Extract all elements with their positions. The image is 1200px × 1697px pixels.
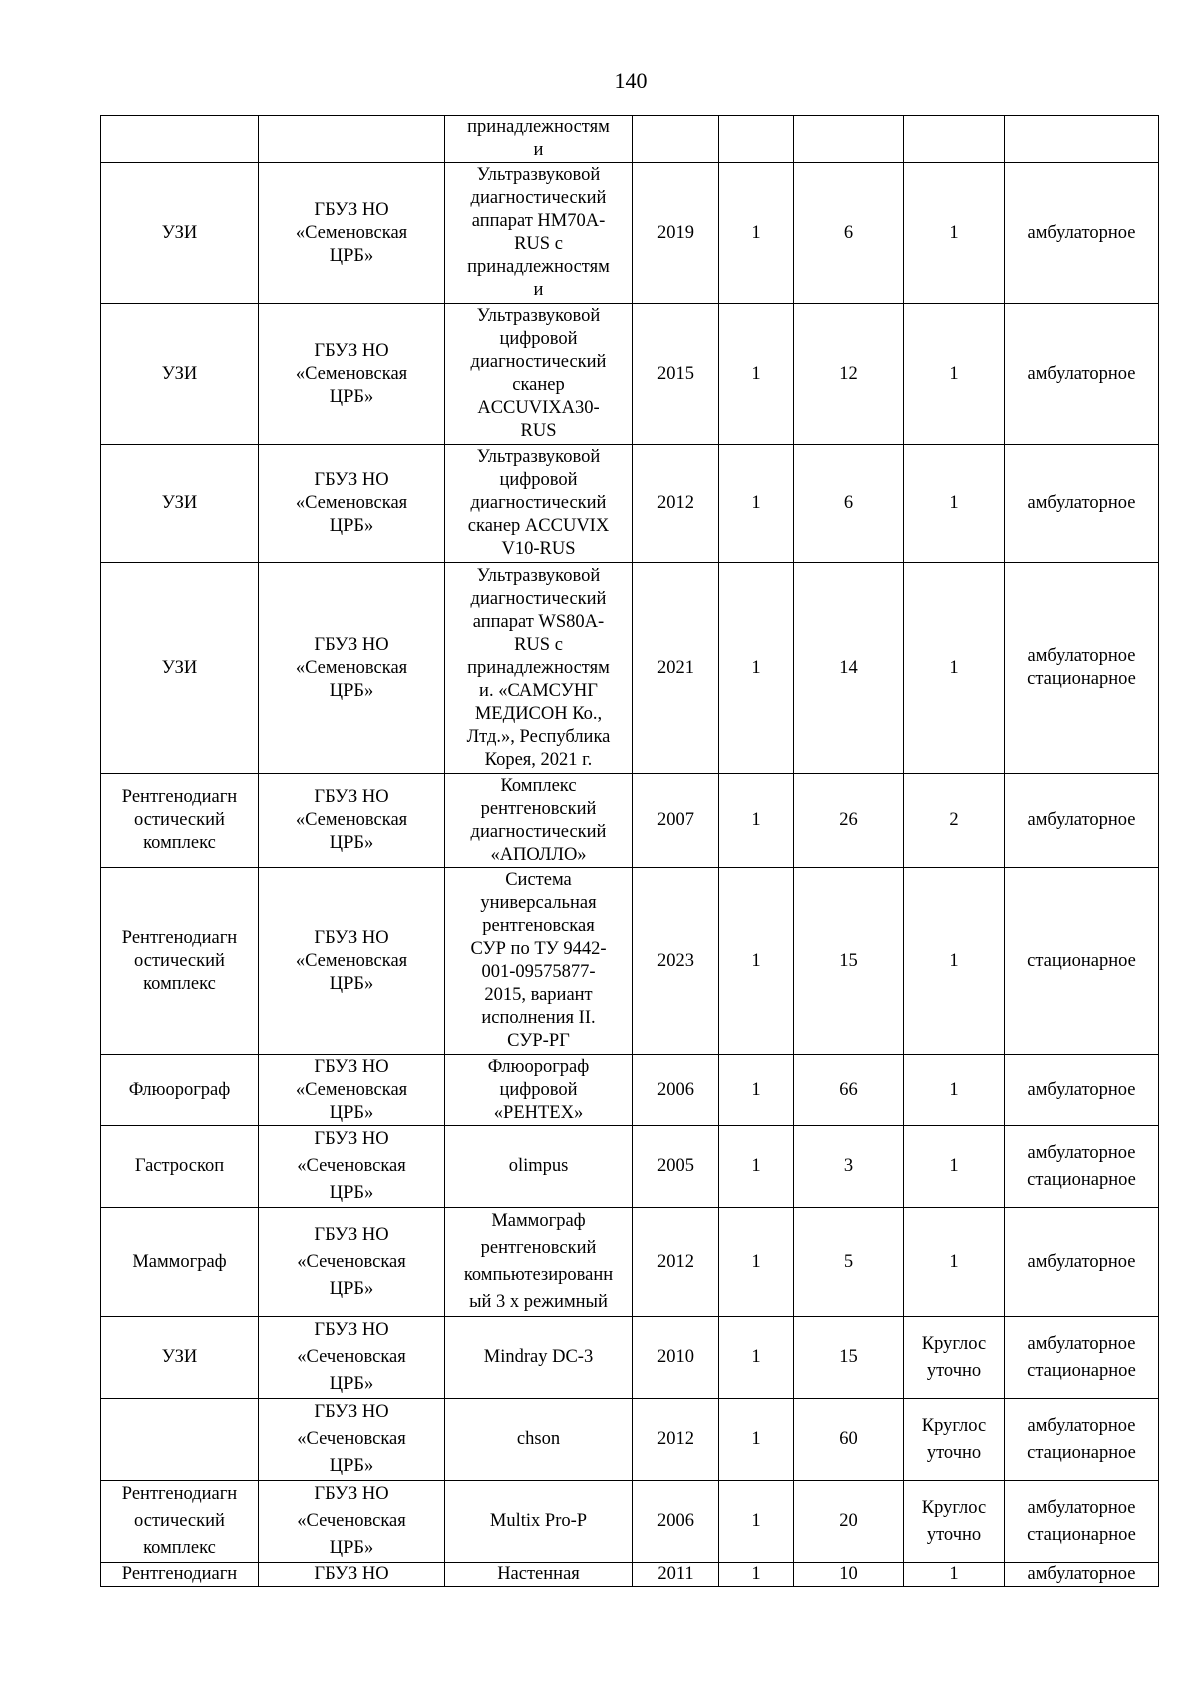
- table-row: [101, 445, 1159, 563]
- equipment-type-cell: УЗИ: [101, 563, 259, 774]
- model-cell: chson: [445, 1399, 633, 1481]
- organization-cell: ГБУЗ НО «Сеченовская ЦРБ»: [259, 1399, 445, 1481]
- table-row: [101, 116, 1159, 163]
- organization-cell: ГБУЗ НО «Сеченовская ЦРБ»: [259, 1481, 445, 1563]
- model-cell: Ультразвуковой цифровой диагностический сканер ACCUVIX V10-RUS: [445, 445, 633, 563]
- year-cell: 2012: [633, 445, 719, 563]
- care-type-cell: амбулаторное стационарное: [1005, 1399, 1159, 1481]
- table-row: [101, 1208, 1159, 1317]
- wear-cell: 15: [794, 868, 904, 1055]
- wear-cell: 6: [794, 445, 904, 563]
- shifts-cell: 1: [904, 1208, 1005, 1317]
- model-cell: olimpus: [445, 1126, 633, 1208]
- equipment-type-cell: [101, 1399, 259, 1481]
- shifts-cell: 1: [904, 445, 1005, 563]
- shifts-cell: 1: [904, 868, 1005, 1055]
- wear-cell: 6: [794, 163, 904, 304]
- table-row: [101, 1055, 1159, 1126]
- care-type-cell: амбулаторное: [1005, 163, 1159, 304]
- wear-cell: 66: [794, 1055, 904, 1126]
- organization-cell: ГБУЗ НО «Семеновская ЦРБ»: [259, 563, 445, 774]
- equipment-type-cell: Гастроскоп: [101, 1126, 259, 1208]
- wear-cell: 5: [794, 1208, 904, 1317]
- model-cell: Флюорограф цифровой «РЕНТЕХ»: [445, 1055, 633, 1126]
- care-type-cell: амбулаторное: [1005, 774, 1159, 868]
- organization-cell: ГБУЗ НО «Семеновская ЦРБ»: [259, 304, 445, 445]
- care-type-cell: амбулаторное: [1005, 304, 1159, 445]
- wear-cell: 26: [794, 774, 904, 868]
- shifts-cell: 1: [904, 1055, 1005, 1126]
- equipment-type-cell: Рентгенодиагн остический комплекс: [101, 774, 259, 868]
- organization-cell: ГБУЗ НО «Семеновская ЦРБ»: [259, 868, 445, 1055]
- table-row: [101, 868, 1159, 1055]
- equipment-type-cell: [101, 116, 259, 163]
- year-cell: [633, 116, 719, 163]
- organization-cell: ГБУЗ НО «Сеченовская ЦРБ»: [259, 1317, 445, 1399]
- year-cell: 2005: [633, 1126, 719, 1208]
- table-row: [101, 1563, 1159, 1587]
- quantity-cell: 1: [719, 1208, 794, 1317]
- shifts-cell: 1: [904, 563, 1005, 774]
- wear-cell: 20: [794, 1481, 904, 1563]
- model-cell: Ультразвуковой цифровой диагностический сканер ACCUVIXA30- RUS: [445, 304, 633, 445]
- organization-cell: ГБУЗ НО «Семеновская ЦРБ»: [259, 445, 445, 563]
- organization-cell: ГБУЗ НО «Сеченовская ЦРБ»: [259, 1208, 445, 1317]
- equipment-type-cell: Рентгенодиагн остический комплекс: [101, 868, 259, 1055]
- model-cell: Маммограф рентгеновский компьютезированн ый 3 х режимный: [445, 1208, 633, 1317]
- care-type-cell: амбулаторное стационарное: [1005, 1481, 1159, 1563]
- quantity-cell: 1: [719, 774, 794, 868]
- wear-cell: 15: [794, 1317, 904, 1399]
- organization-cell: [259, 116, 445, 163]
- wear-cell: 3: [794, 1126, 904, 1208]
- year-cell: 2011: [633, 1563, 719, 1587]
- quantity-cell: [719, 116, 794, 163]
- equipment-table-body: [101, 116, 1159, 1587]
- year-cell: 2010: [633, 1317, 719, 1399]
- shifts-cell: [904, 116, 1005, 163]
- care-type-cell: амбулаторное стационарное: [1005, 563, 1159, 774]
- table-row: [101, 1481, 1159, 1563]
- care-type-cell: амбулаторное стационарное: [1005, 1317, 1159, 1399]
- quantity-cell: 1: [719, 163, 794, 304]
- quantity-cell: 1: [719, 1126, 794, 1208]
- quantity-cell: 1: [719, 1563, 794, 1587]
- shifts-cell: 1: [904, 1563, 1005, 1587]
- quantity-cell: 1: [719, 868, 794, 1055]
- year-cell: 2007: [633, 774, 719, 868]
- equipment-type-cell: Флюорограф: [101, 1055, 259, 1126]
- year-cell: 2021: [633, 563, 719, 774]
- year-cell: 2006: [633, 1481, 719, 1563]
- table-row: [101, 163, 1159, 304]
- model-cell: принадлежностям и: [445, 116, 633, 163]
- shifts-cell: Круглос уточно: [904, 1399, 1005, 1481]
- year-cell: 2012: [633, 1399, 719, 1481]
- wear-cell: 60: [794, 1399, 904, 1481]
- model-cell: Система универсальная рентгеновская СУР по ТУ 9442- 001-09575877- 2015, вариант исполнения II. СУР-РГ: [445, 868, 633, 1055]
- wear-cell: 10: [794, 1563, 904, 1587]
- care-type-cell: амбулаторное: [1005, 1055, 1159, 1126]
- year-cell: 2023: [633, 868, 719, 1055]
- equipment-type-cell: Рентгенодиагн остический комплекс: [101, 1481, 259, 1563]
- model-cell: Ультразвуковой диагностический аппарат WS80A- RUS с принадлежностям и. «САМСУНГ МЕДИСОН Ко., Лтд.», Республика Корея, 2021 г.: [445, 563, 633, 774]
- shifts-cell: 1: [904, 163, 1005, 304]
- wear-cell: 14: [794, 563, 904, 774]
- table-row: [101, 304, 1159, 445]
- year-cell: 2012: [633, 1208, 719, 1317]
- table-row: [101, 1126, 1159, 1208]
- care-type-cell: амбулаторное стационарное: [1005, 1126, 1159, 1208]
- equipment-type-cell: УЗИ: [101, 1317, 259, 1399]
- year-cell: 2015: [633, 304, 719, 445]
- quantity-cell: 1: [719, 1399, 794, 1481]
- model-cell: Комплекс рентгеновский диагностический «АПОЛЛО»: [445, 774, 633, 868]
- model-cell: Ультразвуковой диагностический аппарат HM70A- RUS с принадлежностям и: [445, 163, 633, 304]
- quantity-cell: 1: [719, 563, 794, 774]
- year-cell: 2019: [633, 163, 719, 304]
- model-cell: Mindray DC-3: [445, 1317, 633, 1399]
- year-cell: 2006: [633, 1055, 719, 1126]
- care-type-cell: стационарное: [1005, 868, 1159, 1055]
- quantity-cell: 1: [719, 1055, 794, 1126]
- table-row: [101, 774, 1159, 868]
- equipment-table: [100, 115, 1159, 1587]
- shifts-cell: 2: [904, 774, 1005, 868]
- table-row: [101, 1317, 1159, 1399]
- quantity-cell: 1: [719, 1317, 794, 1399]
- quantity-cell: 1: [719, 445, 794, 563]
- quantity-cell: 1: [719, 304, 794, 445]
- page-number: 140: [614, 68, 648, 93]
- equipment-type-cell: УЗИ: [101, 163, 259, 304]
- care-type-cell: амбулаторное: [1005, 1208, 1159, 1317]
- equipment-type-cell: УЗИ: [101, 304, 259, 445]
- table-row: [101, 1399, 1159, 1481]
- equipment-type-cell: Рентгенодиагн: [101, 1563, 259, 1587]
- quantity-cell: 1: [719, 1481, 794, 1563]
- organization-cell: ГБУЗ НО: [259, 1563, 445, 1587]
- model-cell: Настенная: [445, 1563, 633, 1587]
- shifts-cell: Круглос уточно: [904, 1481, 1005, 1563]
- table-row: [101, 563, 1159, 774]
- equipment-type-cell: УЗИ: [101, 445, 259, 563]
- care-type-cell: [1005, 116, 1159, 163]
- wear-cell: [794, 116, 904, 163]
- shifts-cell: Круглос уточно: [904, 1317, 1005, 1399]
- shifts-cell: 1: [904, 304, 1005, 445]
- care-type-cell: амбулаторное: [1005, 445, 1159, 563]
- model-cell: Multix Pro-P: [445, 1481, 633, 1563]
- organization-cell: ГБУЗ НО «Семеновская ЦРБ»: [259, 774, 445, 868]
- organization-cell: ГБУЗ НО «Семеновская ЦРБ»: [259, 1055, 445, 1126]
- wear-cell: 12: [794, 304, 904, 445]
- organization-cell: ГБУЗ НО «Сеченовская ЦРБ»: [259, 1126, 445, 1208]
- equipment-type-cell: Маммограф: [101, 1208, 259, 1317]
- shifts-cell: 1: [904, 1126, 1005, 1208]
- organization-cell: ГБУЗ НО «Семеновская ЦРБ»: [259, 163, 445, 304]
- care-type-cell: амбулаторное: [1005, 1563, 1159, 1587]
